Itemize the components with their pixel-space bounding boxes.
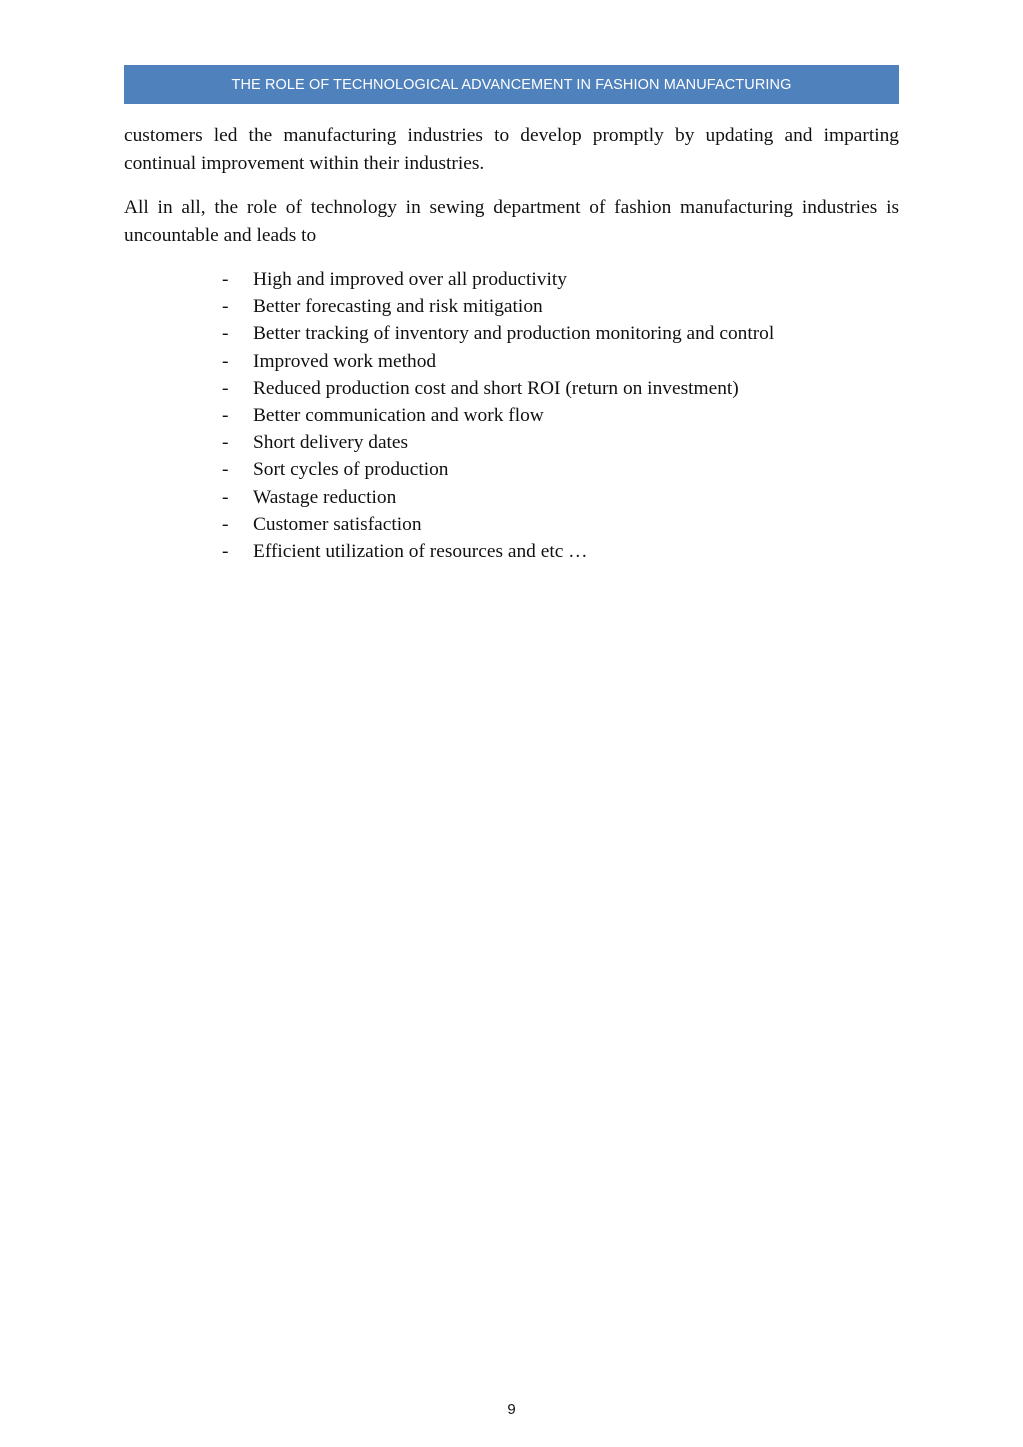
list-item <box>222 429 774 456</box>
list-item <box>222 375 774 402</box>
benefits-list <box>222 266 774 565</box>
list-item <box>222 402 774 429</box>
list-item-text: Wastage reduction <box>253 486 397 508</box>
bullet-dash: - <box>222 432 229 454</box>
bullet-dash: - <box>222 296 229 318</box>
bullet-dash: - <box>222 486 229 508</box>
body-paragraph-2: All in all, the role of technology in sewing department of fashion manufacturing industries is uncountable and leads to <box>124 197 899 246</box>
list-item-text: Efficient utilization of resources and etc … <box>253 541 588 563</box>
running-header <box>124 65 899 104</box>
body-paragraph-1: customers led the manufacturing industries to develop promptly by updating and imparting continual improvement within their industries. <box>124 125 899 174</box>
list-item-text: Better communication and work flow <box>253 405 544 427</box>
list-item-text: Better forecasting and risk mitigation <box>253 296 543 318</box>
bullet-dash: - <box>222 269 229 290</box>
list-item-text: Customer satisfaction <box>253 513 422 535</box>
list-item <box>222 266 774 293</box>
list-item-text: Improved work method <box>253 350 437 372</box>
list-item-text: Sort cycles of production <box>253 459 449 481</box>
list-item-text: Reduced production cost and short ROI (return on investment) <box>253 377 739 399</box>
list-item-text: Short delivery dates <box>253 432 409 454</box>
bullet-dash: - <box>222 377 229 399</box>
list-item <box>222 348 774 375</box>
list-item <box>222 538 774 565</box>
list-item <box>222 484 774 511</box>
list-item <box>222 456 774 483</box>
list-item <box>222 511 774 538</box>
bullet-dash: - <box>222 541 229 563</box>
bullet-dash: - <box>222 405 229 427</box>
bullet-dash: - <box>222 513 229 535</box>
header-title: THE ROLE OF TECHNOLOGICAL ADVANCEMENT IN FASHION MANUFACTURING <box>231 76 792 93</box>
list-item <box>222 320 774 347</box>
page-number: 9 <box>507 1401 516 1418</box>
bullet-dash: - <box>222 323 229 345</box>
list-item-text: Better tracking of inventory and production monitoring and control <box>253 323 775 345</box>
list-item <box>222 293 774 320</box>
list-item-text: High and improved over all productivity <box>253 269 567 290</box>
bullet-dash: - <box>222 459 229 481</box>
bullet-dash: - <box>222 350 229 372</box>
